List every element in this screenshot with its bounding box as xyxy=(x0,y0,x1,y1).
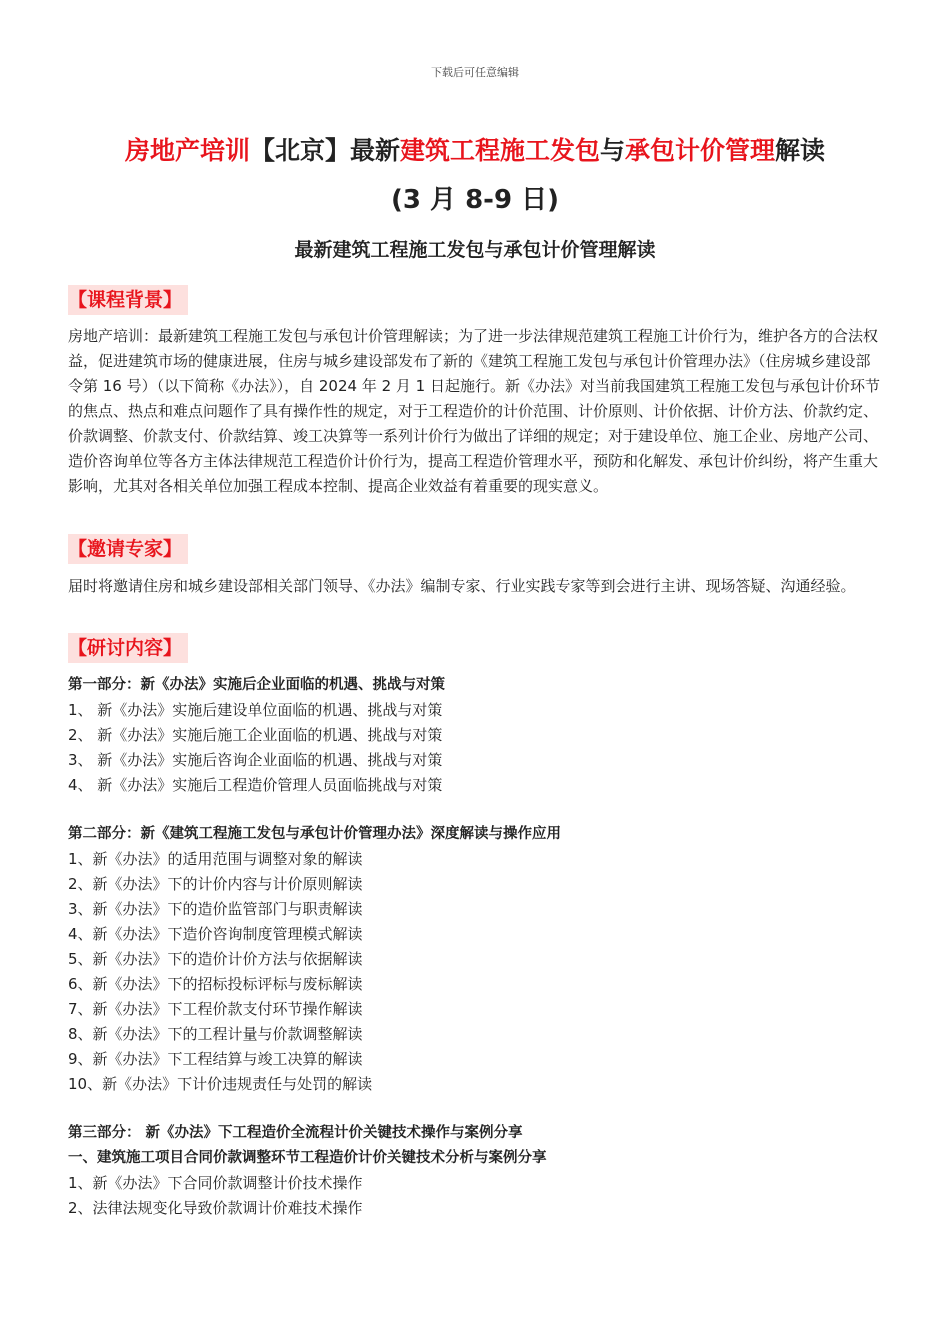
list-item: 1、 新《办法》实施后建设单位面临的机遇、挑战与对策 xyxy=(68,701,443,719)
list-item: 5、新《办法》下的造价计价方法与依据解读 xyxy=(68,950,363,968)
list-item: 1、新《办法》的适用范围与调整对象的解读 xyxy=(68,850,363,868)
title-part-4: 与 xyxy=(600,136,626,165)
section-tag-content: 【研讨内容】 xyxy=(68,633,188,663)
title-part-6: 解读 xyxy=(775,136,826,165)
list-item: 10、新《办法》下计价违规责任与处罚的解读 xyxy=(68,1075,373,1093)
part3-heading: 第三部分： 新《办法》下工程造价全流程计价关键技术操作与案例分享 xyxy=(68,1125,523,1141)
background-paragraph: 房地产培训：最新建筑工程施工发包与承包计价管理解读；为了进一步法律规范建筑工程施工计价行为，维护各方的合法权益，促进建筑市场的健康进展，住房与城乡建设部发布了新的《建筑工程施工发包与承包计价管理办法》（住房城乡建设部令第 16 号）（以下简称《办法》），自 2024 年 2 月 1 日起施行。新《办法》对当前我国建筑工程施工发包与承包计价环节的焦点、热点和难点问题作了具有操作性的规定，对于工程造价的计价范围、计价原则、计价依据、计价方法、价款约定、价款调整、价款支付、价款结算、竣工决算等一系列计价行为做出了详细的规定；对于建设单位、施工企业、房地产公司、造价咨询单位等各方主体法律规范工程造价计价行为，提高工程造价管理水平，预防和化解发、承包计价纠纷，将产生重大影响，尤其对各相关单位加强工程成本控制、提高企业效益有着重要的现实意义。 xyxy=(68,327,880,495)
subtitle: 最新建筑工程施工发包与承包计价管理解读 xyxy=(294,239,656,261)
part3-subheading: 一、建筑施工项目合同价款调整环节工程造价计价关键技术分析与案例分享 xyxy=(68,1150,547,1166)
header-note: 下载后可任意编辑 xyxy=(431,66,519,79)
list-item: 2、法律法规变化导致价款调计价难技术操作 xyxy=(68,1199,363,1217)
title-part-1: 房地产培训 xyxy=(124,136,250,165)
list-item: 7、新《办法》下工程价款支付环节操作解读 xyxy=(68,1000,363,1018)
date-line: (3 月 8-9 日) xyxy=(391,185,559,215)
page-title xyxy=(0,131,950,171)
list-item: 2、 新《办法》实施后施工企业面临的机遇、挑战与对策 xyxy=(68,726,443,744)
list-item: 2、新《办法》下的计价内容与计价原则解读 xyxy=(68,875,363,893)
list-item: 6、新《办法》下的招标投标评标与废标解读 xyxy=(68,975,363,993)
title-part-2: 【北京】最新 xyxy=(249,136,400,165)
list-item: 1、新《办法》下合同价款调整计价技术操作 xyxy=(68,1174,363,1192)
experts-paragraph: 届时将邀请住房和城乡建设部相关部门领导、《办法》编制专家、行业实践专家等到会进行主讲、现场答疑、沟通经验。 xyxy=(68,577,856,595)
part2-heading: 第二部分：新《建筑工程施工发包与承包计价管理办法》深度解读与操作应用 xyxy=(68,826,561,842)
list-item: 8、新《办法》下的工程计量与价款调整解读 xyxy=(68,1025,363,1043)
list-item: 9、新《办法》下工程结算与竣工决算的解读 xyxy=(68,1050,363,1068)
list-item: 4、 新《办法》实施后工程造价管理人员面临挑战与对策 xyxy=(68,776,443,794)
list-item: 3、新《办法》下的造价监管部门与职责解读 xyxy=(68,900,363,918)
title-part-5: 承包计价管理 xyxy=(625,136,776,165)
part1-heading: 第一部分：新《办法》实施后企业面临的机遇、挑战与对策 xyxy=(68,677,445,693)
list-item: 4、新《办法》下造价咨询制度管理模式解读 xyxy=(68,925,363,943)
list-item: 3、 新《办法》实施后咨询企业面临的机遇、挑战与对策 xyxy=(68,751,443,769)
title-part-3: 建筑工程施工发包 xyxy=(399,136,600,165)
section-tag-background: 【课程背景】 xyxy=(68,285,188,315)
section-tag-experts: 【邀请专家】 xyxy=(68,534,188,564)
